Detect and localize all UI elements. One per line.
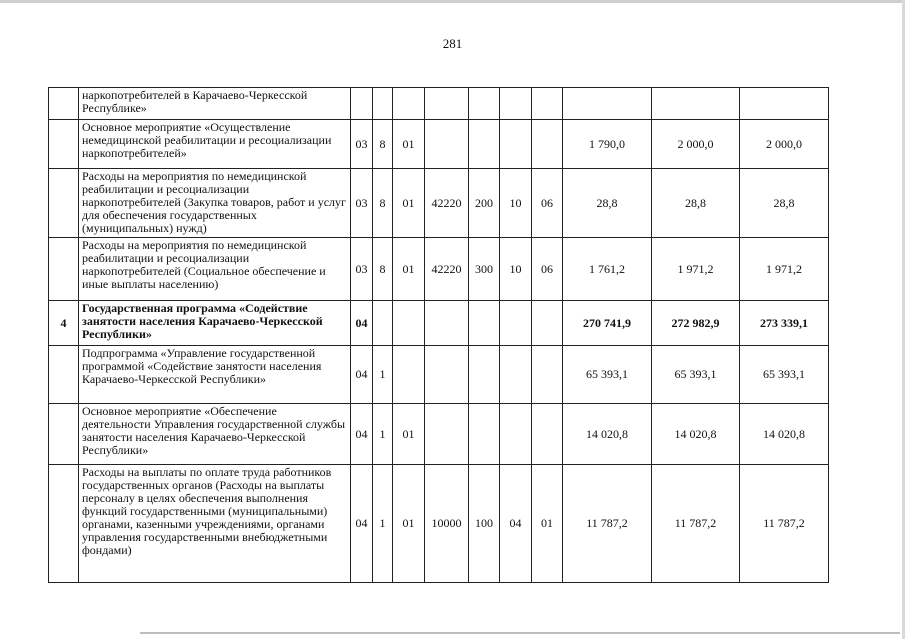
- code-subprogram: [373, 88, 393, 120]
- row-name: Государственная программа «Содействие занятости населения Карачаево-Черкесской Республики»: [79, 301, 351, 346]
- amount-year-3: 65 393,1: [740, 346, 829, 404]
- code-event: 01: [393, 404, 425, 465]
- amount-year-2: 11 787,2: [652, 465, 740, 583]
- code-subsection: [532, 404, 563, 465]
- code-event: 01: [393, 169, 425, 238]
- amount-year-2: 2 000,0: [652, 120, 740, 169]
- amount-year-2: 65 393,1: [652, 346, 740, 404]
- row-number: [49, 465, 79, 583]
- row-number: 4: [49, 301, 79, 346]
- page-number: 281: [442, 36, 463, 51]
- code-subprogram: 1: [373, 404, 393, 465]
- code-direction: [425, 404, 469, 465]
- code-chapter: [500, 120, 532, 169]
- code-chapter: [500, 346, 532, 404]
- code-chapter: 10: [500, 238, 532, 301]
- code-expense-type: [469, 88, 500, 120]
- budget-table: [48, 87, 829, 583]
- code-expense-type: [469, 404, 500, 465]
- code-section: 04: [351, 346, 373, 404]
- row-name: Расходы на мероприятия по немедицинской реабилитации и ресоциализации наркопотребителей (Закупка товаров, работ и услуг для обеспечения государственных (муниципальных) нужд): [79, 169, 351, 238]
- table-row: [49, 404, 829, 465]
- code-chapter: 10: [500, 169, 532, 238]
- code-subprogram: 8: [373, 238, 393, 301]
- row-number: [49, 238, 79, 301]
- code-subsection: 06: [532, 238, 563, 301]
- code-expense-type: [469, 301, 500, 346]
- table-row: [49, 346, 829, 404]
- amount-year-3: 2 000,0: [740, 120, 829, 169]
- code-expense-type: [469, 120, 500, 169]
- amount-year-3: 28,8: [740, 169, 829, 238]
- code-expense-type: 200: [469, 169, 500, 238]
- amount-year-3: 14 020,8: [740, 404, 829, 465]
- amount-year-3: [740, 88, 829, 120]
- row-name: Подпрограмма «Управление государственной программой «Содействие занятости населения Карачаево-Черкесской Республики»: [79, 346, 351, 404]
- amount-year-1: [563, 88, 652, 120]
- code-subsection: [532, 120, 563, 169]
- amount-year-1: 65 393,1: [563, 346, 652, 404]
- code-direction: [425, 301, 469, 346]
- code-section: 03: [351, 120, 373, 169]
- code-direction: [425, 88, 469, 120]
- row-name: Расходы на мероприятия по немедицинской реабилитации и ресоциализации наркопотребителей (Социальное обеспечение и иные выплаты населению): [79, 238, 351, 301]
- code-event: 01: [393, 238, 425, 301]
- code-section: 03: [351, 169, 373, 238]
- code-direction: 42220: [425, 169, 469, 238]
- row-name: Расходы на выплаты по оплате труда работников государственных органов (Расходы на выплаты персоналу в целях обеспечения выполнения функций государственными (муниципальными) органами, казенными учреждениями, органами управления государственными внебюджетными фондами): [79, 465, 351, 583]
- code-section: 04: [351, 301, 373, 346]
- code-subprogram: [373, 301, 393, 346]
- code-subsection: [532, 88, 563, 120]
- code-event: 01: [393, 465, 425, 583]
- amount-year-3: 11 787,2: [740, 465, 829, 583]
- amount-year-2: 14 020,8: [652, 404, 740, 465]
- code-section: 04: [351, 465, 373, 583]
- code-chapter: [500, 301, 532, 346]
- amount-year-1: 270 741,9: [563, 301, 652, 346]
- code-expense-type: 100: [469, 465, 500, 583]
- amount-year-2: 28,8: [652, 169, 740, 238]
- table-body: [49, 88, 829, 583]
- code-direction: 10000: [425, 465, 469, 583]
- scan-edge-top: [0, 0, 905, 3]
- row-name: Основное мероприятие «Обеспечение деятельности Управления государственной службы занятости населения Карачаево-Черкесской Республики»: [79, 404, 351, 465]
- code-subsection: 06: [532, 169, 563, 238]
- table-row: [49, 120, 829, 169]
- code-expense-type: [469, 346, 500, 404]
- table-row: [49, 465, 829, 583]
- amount-year-1: 11 787,2: [563, 465, 652, 583]
- table-row: [49, 88, 829, 120]
- row-number: [49, 120, 79, 169]
- table-row: [49, 301, 829, 346]
- code-section: 04: [351, 404, 373, 465]
- code-chapter: [500, 404, 532, 465]
- amount-year-2: [652, 88, 740, 120]
- code-subsection: 01: [532, 465, 563, 583]
- code-event: 01: [393, 120, 425, 169]
- amount-year-1: 1 790,0: [563, 120, 652, 169]
- amount-year-1: 14 020,8: [563, 404, 652, 465]
- amount-year-2: 272 982,9: [652, 301, 740, 346]
- row-number: [49, 404, 79, 465]
- row-name: Основное мероприятие «Осуществление немедицинской реабилитации и ресоциализации наркопотребителей»: [79, 120, 351, 169]
- row-number: [49, 346, 79, 404]
- scan-edge-bottom: [140, 632, 900, 634]
- code-direction: [425, 346, 469, 404]
- amount-year-1: 1 761,2: [563, 238, 652, 301]
- code-section: 03: [351, 238, 373, 301]
- code-subsection: [532, 301, 563, 346]
- code-section: [351, 88, 373, 120]
- amount-year-3: 1 971,2: [740, 238, 829, 301]
- amount-year-3: 273 339,1: [740, 301, 829, 346]
- code-subprogram: 1: [373, 465, 393, 583]
- code-subsection: [532, 346, 563, 404]
- row-number: [49, 88, 79, 120]
- row-name: наркопотребителей в Карачаево-Черкесской Республике»: [79, 88, 351, 120]
- code-direction: [425, 120, 469, 169]
- code-chapter: 04: [500, 465, 532, 583]
- row-number: [49, 169, 79, 238]
- code-direction: 42220: [425, 238, 469, 301]
- amount-year-2: 1 971,2: [652, 238, 740, 301]
- code-chapter: [500, 88, 532, 120]
- code-event: [393, 346, 425, 404]
- code-subprogram: 1: [373, 346, 393, 404]
- code-subprogram: 8: [373, 169, 393, 238]
- amount-year-1: 28,8: [563, 169, 652, 238]
- code-expense-type: 300: [469, 238, 500, 301]
- code-subprogram: 8: [373, 120, 393, 169]
- table-row: [49, 238, 829, 301]
- code-event: [393, 88, 425, 120]
- table-row: [49, 169, 829, 238]
- code-event: [393, 301, 425, 346]
